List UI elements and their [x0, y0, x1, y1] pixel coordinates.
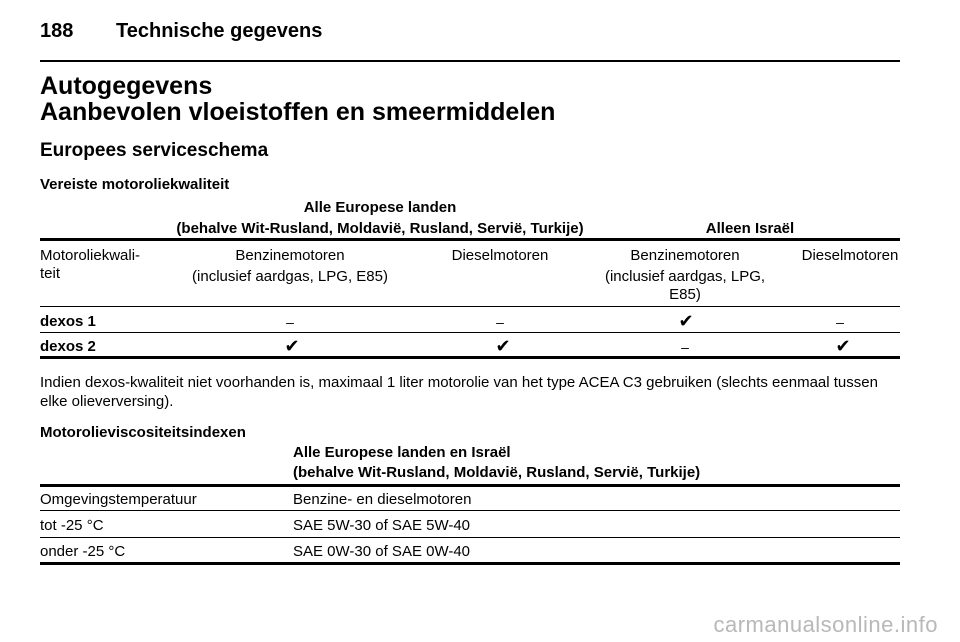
table-rule	[40, 356, 900, 359]
group-header-israel: Alleen Israël	[705, 220, 795, 237]
col-petrol-israel-note-1: (inclusief aardgas, LPG,	[604, 268, 766, 285]
body-paragraph: Indien dexos-kwaliteit niet voorhanden is, maximaal 1 liter motorolie van het type ACEA C3 gebruiken (slechts eenmaal tussen elke olieverversing).	[40, 374, 878, 410]
col-petrol-israel: Benzinemotoren	[630, 247, 740, 264]
col-diesel-israel: Dieselmotoren	[801, 247, 899, 264]
col-petrol-note: (inclusief aardgas, LPG, E85)	[192, 268, 388, 285]
cell-dash: –	[681, 339, 689, 355]
row-label-dexos-1: dexos 1	[40, 313, 96, 330]
row-label-dexos-2: dexos 2	[40, 338, 96, 355]
col-label-quality-2: teit	[40, 265, 61, 282]
heading-viscosity: Motorolieviscositeitsindexen	[40, 424, 246, 441]
viscosity-group-header: Alle Europese landen en Israël	[293, 444, 511, 461]
col-diesel: Dieselmotoren	[451, 247, 549, 264]
col-label-quality-1: Motoroliekwali-	[40, 247, 141, 264]
cell-dash: –	[286, 314, 294, 330]
heading-service-schedule: Europees serviceschema	[40, 140, 269, 161]
group-header-all-europe: Alle Europese landen	[303, 199, 457, 216]
page-header	[40, 20, 900, 62]
col-petrol: Benzinemotoren	[235, 247, 345, 264]
table-rule	[40, 238, 900, 241]
check-icon: ✔	[678, 311, 694, 331]
row-temp: tot -25 °C	[40, 517, 104, 534]
heading-oil-quality: Vereiste motoroliekwaliteit	[40, 176, 230, 193]
table-rule	[40, 332, 900, 333]
cell-dash: –	[836, 314, 844, 330]
check-icon: ✔	[835, 336, 851, 356]
table-rule	[40, 537, 900, 538]
cell-dash: –	[496, 314, 504, 330]
table-rule	[40, 306, 900, 307]
check-icon: ✔	[495, 336, 511, 356]
table-rule	[40, 484, 900, 487]
group-header-except: (behalve Wit-Rusland, Moldavië, Rusland, Servië, Turkije)	[176, 220, 584, 237]
col-engines: Benzine- en dieselmotoren	[293, 491, 472, 508]
col-petrol-israel-note-2: E85)	[669, 286, 701, 303]
viscosity-group-except: (behalve Wit-Rusland, Moldavië, Rusland, Servië, Turkije)	[293, 464, 701, 481]
heading-autogegevens: Autogegevens	[40, 72, 213, 100]
row-oil: SAE 0W-30 of SAE 0W-40	[293, 543, 471, 560]
row-temp: onder -25 °C	[40, 543, 126, 560]
watermark: carmanualsonline.info	[713, 612, 938, 637]
page-number: 188	[40, 20, 74, 42]
table-rule	[40, 510, 900, 511]
heading-recommended-fluids: Aanbevolen vloeistoffen en smeermiddelen	[40, 98, 556, 126]
col-ambient-temperature: Omgevingstemperatuur	[40, 491, 197, 508]
table-rule	[40, 562, 900, 565]
check-icon: ✔	[284, 336, 300, 356]
row-oil: SAE 5W-30 of SAE 5W-40	[293, 517, 471, 534]
section-title: Technische gegevens	[116, 20, 323, 42]
